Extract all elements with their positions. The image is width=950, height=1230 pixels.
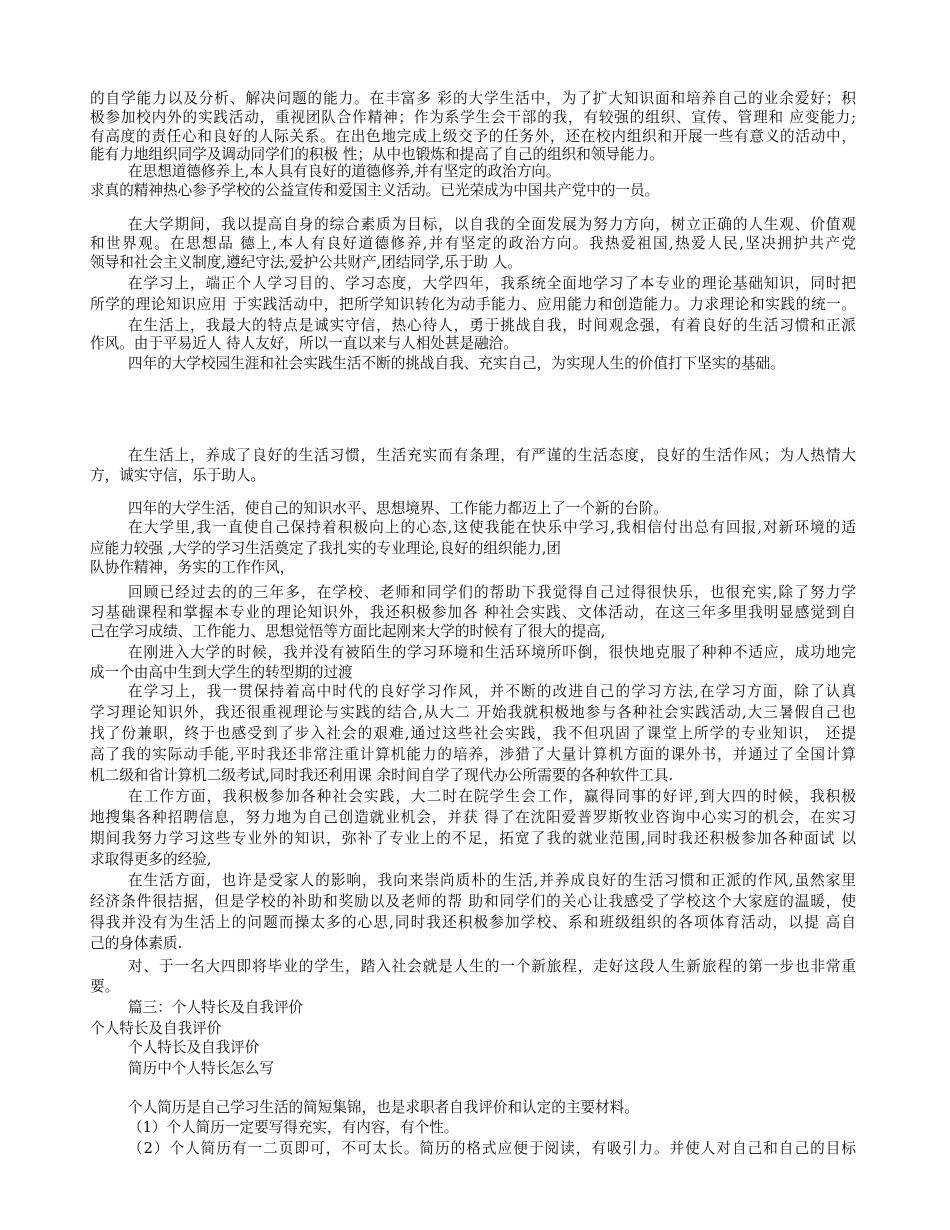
text-line: 能有力地组织同学及调动同学们的积极 性；从中也锻炼和提高了自己的组织和领导能力。 [90, 146, 664, 163]
text-line: 得我并没有为生活上的问题而操太多的心思,同时我还积极参加学校、系和班级组织的各项体育活动，以提 高自 [90, 914, 856, 931]
text-line: 回顾已经过去的的三年多，在学校、老师和同学们的帮助下我觉得自己过得很快乐，也很充实,除了努力学 [128, 584, 856, 601]
text-line: 在刚进入大学的时候，我并没有被陌生的学习环境和生活环境所吓倒，很快地克服了种种不适应，成功地完 [128, 644, 856, 661]
text-line: 成一个由高中生到大学生的转型期的过渡 [90, 664, 353, 681]
text-line: 所学的理论知识应用 于实践活动中，把所学知识转化为动手能力、应用能力和创造能力。力求理论和实践的统一。 [90, 296, 856, 313]
text-line: 简历中个人特长怎么写 [128, 1060, 274, 1077]
text-line: 地搜集各种招聘信息，努力地为自己创造就业机会，并获 得了在沈阳爱普罗斯牧业咨询中心实习的机会，在实习 [90, 809, 856, 826]
text-line: 作风。由于平易近人 待人友好，所以一直以来与人相处甚是融洽。 [90, 335, 518, 352]
text-line: 个人简历是自己学习生活的简短集锦，也是求职者自我评价和认定的主要材料。 [128, 1099, 639, 1116]
text-line: 高了我的实际动手能,平时我还非常注重计算机能力的培养，涉猎了大量计算机方面的课外书，并通过了全国计算 [90, 746, 856, 763]
text-line: 在学习上，我一贯保持着高中时代的良好学习作风，并不断的改进自己的学习方法,在学习方面，除了认真 [128, 683, 856, 700]
text-line: 要。 [90, 978, 120, 995]
text-line: 在思想道德修养上,本人具有良好的道德修养,并有坚定的政治方向。 [128, 163, 561, 180]
text-line: 学习理论知识外，我还很重视理论与实践的结合,从大二 开始我就积极地参与各种社会实践活动,大三暑假自己也 [90, 704, 856, 721]
text-line: 经济条件很拮据，但是学校的补助和奖励以及老师的帮 助和同学们的关心让我感受了学校这个大家庭的温暖，使 [90, 893, 856, 910]
text-line: 领导和社会主义制度,遵纪守法,爱护公共财产,团结同学,乐于助 人。 [90, 254, 522, 271]
text-line: 在生活上，养成了良好的生活习惯，生活充实而有条理，有严谨的生活态度，良好的生活作风；为人热情大 [128, 447, 856, 464]
text-line: 找了份兼职，终于也感受到了步入社会的艰难,通过这些社会实践，我不但巩固了课堂上所学的专业知识， 还提 [90, 725, 856, 742]
text-line: 在大学里,我一直使自己保持着积极向上的心态,这使我能在快乐中学习,我相信付出总有回报,对新环境的适 [128, 519, 856, 536]
text-line: 个人特长及自我评价 [128, 1039, 260, 1056]
text-line: 己的身体素质. [90, 935, 183, 952]
text-line: 和世界观。在思想品 德上,本人有良好道德修养,并有坚定的政治方向。我热爱祖国,热爱人民,坚决拥护共产党 [90, 235, 856, 252]
text-line: （1）个人简历一定要写得充实，有内容，有个性。 [128, 1119, 459, 1136]
text-line: 的自学能力以及分析、解决问题的能力。在丰富多 彩的大学生活中，为了扩大知识面和培养自己的业余爱好；积 [90, 90, 856, 107]
text-line: 有高度的责任心和良好的人际关系。在出色地完成上级交予的任务外，还在校内组织和开展一些有意义的活动中， [90, 128, 856, 145]
text-line: 求取得更多的经验, [90, 851, 212, 868]
text-line: 在工作方面，我积极参加各种社会实践，大二时在院学生会工作，赢得同事的好评,到大四的时候，我积极 [128, 788, 856, 805]
text-line: 机二级和省计算机二级考试,同时我还利用课 余时间自学了现代办公所需要的各种软件工具. [90, 767, 674, 784]
text-line: 四年的大学生活，使自己的知识水平、思想境界、工作能力都迈上了一个新的台阶。 [128, 500, 668, 517]
text-line: 方，诚实守信，乐于助人。 [90, 467, 266, 484]
text-line: 己在学习成绩、工作能力、思想觉悟等方面比起刚来大学的时候有了很大的提高, [90, 623, 606, 640]
text-line: 应能力较强 ,大学的学习生活奠定了我扎实的专业理论,良好的组织能力,团 [90, 540, 561, 557]
text-line: 极参加校内外的实践活动，重视团队合作精神；作为系学生会干部的我，有较强的组织、宣传、管理和 应变能力; [90, 109, 856, 126]
text-line: 在生活方面，也许是受家人的影响，我向来崇尚质朴的生活,并养成良好的生活习惯和正派的作风,虽然家里 [128, 872, 856, 889]
text-line: 在大学期间，我以提高自身的综合素质为目标，以自我的全面发展为努力方向，树立正确的人生观、价值观 [128, 216, 856, 233]
text-line: 对、于一名大四即将毕业的学生，踏入社会就是人生的一个新旅程，走好这段人生新旅程的第一步也非常重 [128, 958, 856, 975]
section-heading: 篇三：个人特长及自我评价 [128, 999, 304, 1016]
text-line: 四年的大学校园生涯和社会实践生活不断的挑战自我、充实自己，为实现人生的价值打下坚实的基础。 [128, 355, 785, 372]
text-line: 在学习上，端正个人学习目的、学习态度，大学四年，我系统全面地学习了本专业的理论基础知识，同时把 [128, 275, 856, 292]
section-heading: 个人特长及自我评价 [90, 1020, 222, 1037]
text-line: 习基础课程和掌握本专业的理论知识外，我还积极参加各 种社会实践、文体活动，在这三年多里我明显感觉到自 [90, 604, 856, 621]
text-line: 队协作精神，务实的工作作风， [90, 559, 295, 576]
text-line: 期间我努力学习这些专业外的知识，弥补了专业上的不足，拓宽了我的就业范围,同时我还积极参加各种面试 以 [90, 830, 856, 847]
text-line: 求真的精神热心参予学校的公益宣传和爱国主义活动。已光荣成为中国共产党中的一员。 [90, 182, 660, 199]
text-line: 在生活上，我最大的特点是诚实守信，热心待人，勇于挑战自我，时间观念强，有着良好的生活习惯和正派 [128, 317, 856, 334]
text-line: （2）个人简历有一二页即可，不可太长。简历的格式应便于阅读，有吸引力。并使人对自己和自己的目标 [128, 1140, 856, 1157]
